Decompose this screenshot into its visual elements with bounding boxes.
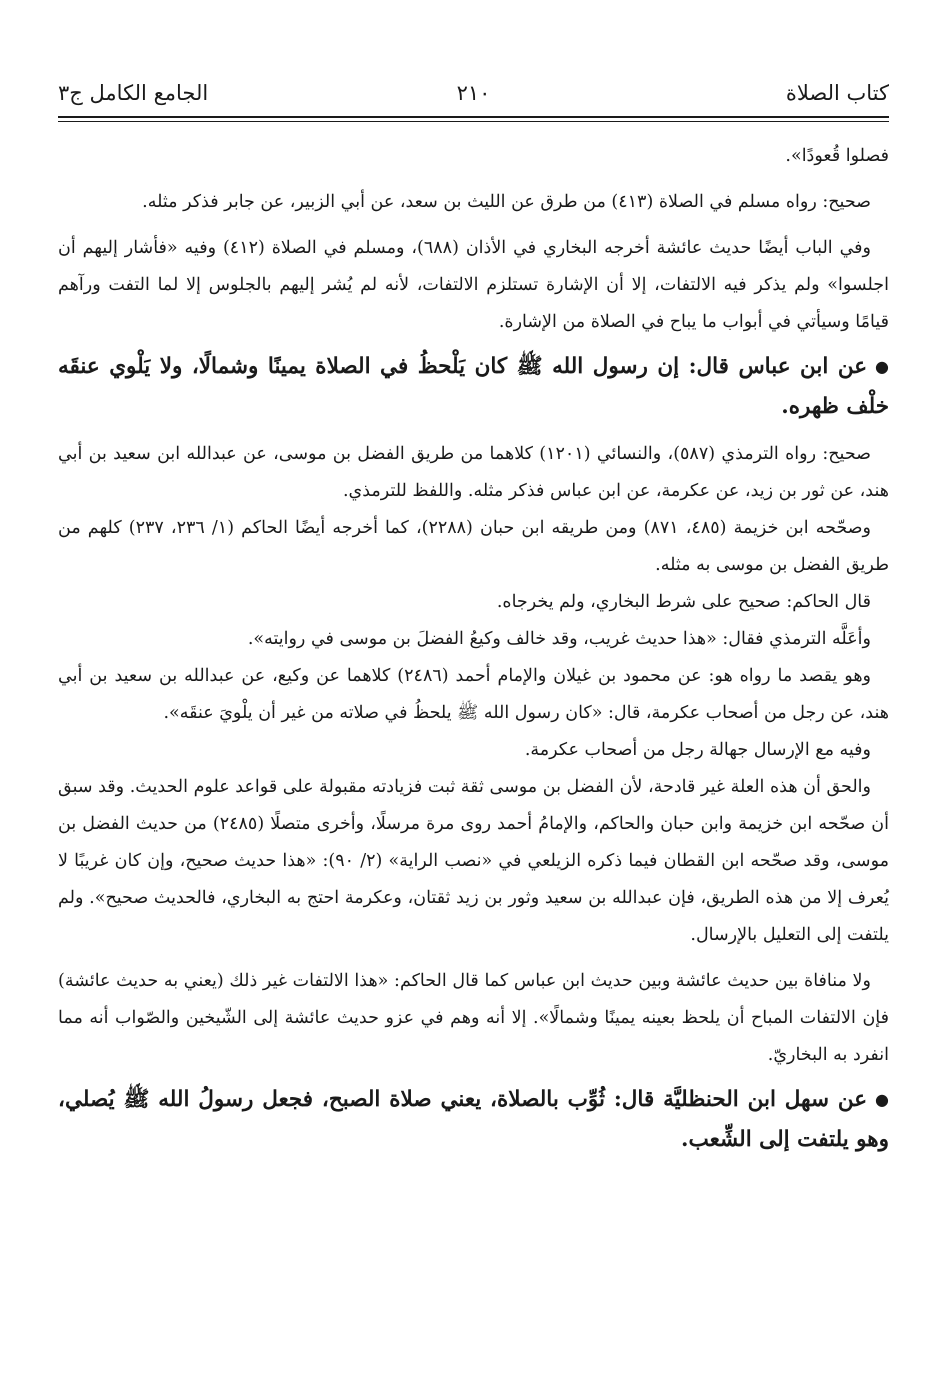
page-number: ٢١٠: [456, 81, 491, 105]
page-body: [58, 138, 889, 1160]
paragraph-2: صحيح: رواه مسلم في الصلاة (٤١٣) من طرق عن الليث بن سعد، عن أبي الزبير، عن جابر فذكر مثله.: [142, 192, 871, 212]
hadith-1: [58, 347, 889, 427]
paragraph-8: وأعَلَّه الترمذي فقال: «هذا حديث غريب، وقد خالف وكيعُ الفضلَ بن موسى في روايته».: [247, 629, 871, 649]
paragraph-3: وفي الباب أيضًا حديث عائشة أخرجه البخاري في الأذان (٦٨٨)، ومسلم في الصلاة (٤١٢) وفيه «فأشار إليهم أن اجلسوا» ولم يذكر فيه الالتفات، إلا أن الإشارة تستلزم الالتفات، لأنه لم يُشر إليهم بالجلوس إلا لما التفت ورآهم قيامًا وسيأتي في أبواب ما يباح في الصلاة من الإشارة.: [58, 238, 889, 332]
paragraph-7: قال الحاكم: صحيح على شرط البخاري، ولم يخرجاه.: [496, 592, 871, 612]
paragraph-10: وفيه مع الإرسال جهالة رجل من أصحاب عكرمة.: [524, 740, 871, 760]
paragraph-11: والحق أن هذه العلة غير قادحة، لأن الفضل بن موسى ثقة ثبت فزيادته مقبولة على قواعد علوم الحديث. وقد سبق أن صحّحه ابن خزيمة وابن حبان والحاكم، والإمامُ أحمد روى مرة مرسلًا، وأخرى متصلًا (٢٤٨٥) من حديث الفضل بن موسى، وقد صحّحه ابن القطان فيما ذكره الزيلعي في «نصب الراية» (٢/ ٩٠): «هذا حديث صحيح، وإن كان غريبًا لا يُعرف إلا من هذه الطريق، فإن عبدالله بن سعيد وثور بن زيد ثقتان، وعكرمة احتج به البخاري، فالحديث صحيح». ولم يلتفت إلى التعليل بالإرسال.: [58, 777, 890, 945]
hadith-2: [58, 1080, 889, 1160]
header-rule-thin: [58, 121, 889, 122]
running-header: [58, 76, 889, 110]
bullet-icon: ●: [875, 1090, 889, 1109]
hadith-2-text: عن سهل ابن الحنظليَّة قال: ثُوِّب بالصلاة، يعني صلاة الصبح، فجعل رسولُ الله ﷺ يُصلي، وهو يلتفت إلى الشِّعب.: [58, 1087, 889, 1152]
header-book-title: الجامع الكامل ج٣: [58, 81, 209, 105]
paragraph-6: وصحّحه ابن خزيمة (٤٨٥، ٨٧١) ومن طريقه ابن حبان (٢٢٨٨)، كما أخرجه أيضًا الحاكم (١/ ٢٣٦، ٢٣٧) كلهم من طريق الفضل بن موسى به مثله.: [58, 518, 889, 575]
header-rule-thick: [58, 116, 889, 118]
hadith-1-text: عن ابن عباس قال: إن رسول الله ﷺ كان يَلْحظُ في الصلاة يمينًا وشمالًا، ولا يَلْوي عنقَه خلْف ظهره.: [58, 354, 889, 419]
header-chapter-title: كتاب الصلاة: [785, 81, 889, 105]
paragraph-9: وهو يقصد ما رواه هو: عن محمود بن غيلان والإمام أحمد (٢٤٨٦) كلاهما عن وكيع، عن عبدالله بن سعيد بن أبي هند، عن رجل من أصحاب عكرمة، قال: «كان رسول الله ﷺ يلحظُ في صلاته من غير أن يلْويَ عنقَه».: [58, 666, 889, 723]
paragraph-12: ولا منافاة بين حديث عائشة وبين حديث ابن عباس كما قال الحاكم: «هذا الالتفات غير ذلك (يعني به حديث عائشة) فإن الالتفات المباح أن يلحظ بعينه يمينًا وشمالًا». إلا أنه وهم في عزو حديث عائشة إلى الشّيخين والصّواب أنه مما انفرد به البخاريّ.: [58, 971, 889, 1065]
paragraph-1: فصلوا قُعودًا».: [785, 146, 889, 166]
bullet-icon: ●: [875, 357, 889, 376]
paragraph-5: صحيح: رواه الترمذي (٥٨٧)، والنسائي (١٢٠١) كلاهما من طريق الفضل بن موسى، عن عبدالله ابن سعيد بن أبي هند، عن ثور بن زيد، عن عكرمة، عن ابن عباس فذكر مثله. واللفظ للترمذي.: [58, 444, 889, 501]
